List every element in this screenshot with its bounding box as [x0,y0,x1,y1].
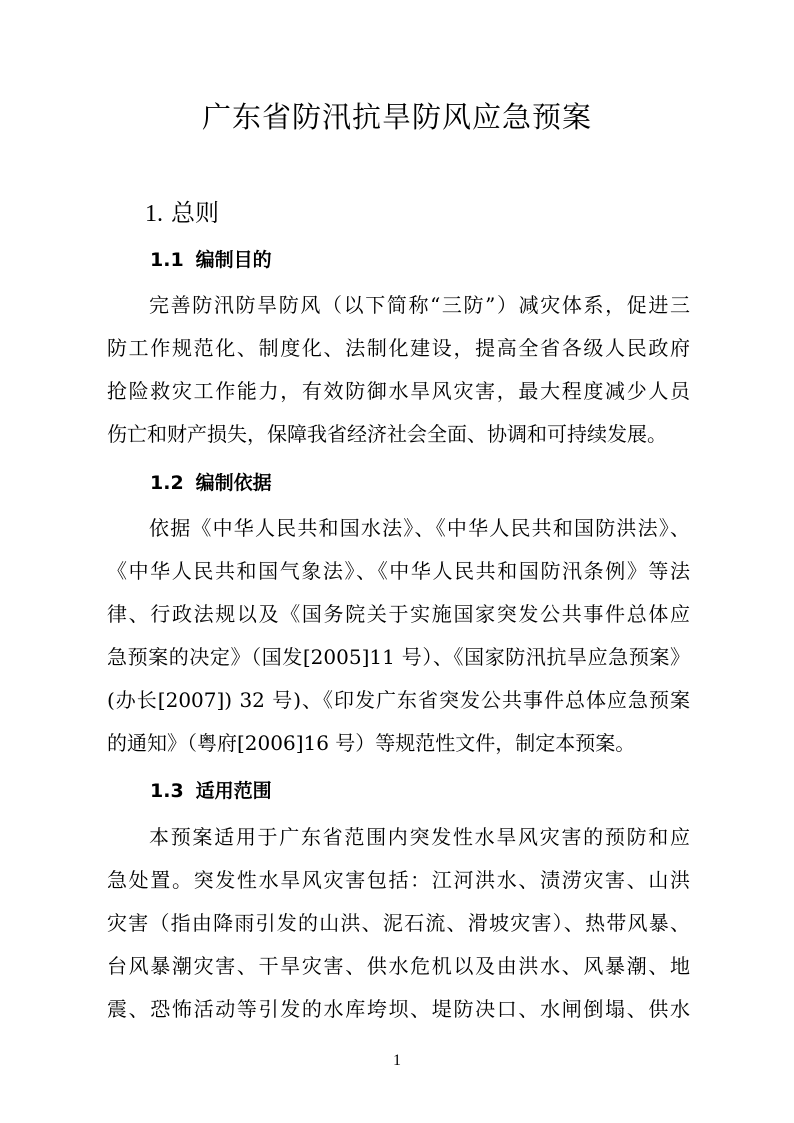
paragraph-line: 急预案的决定》（国发[2005]11 号）、《国家防汛抗旱应急预案》 [107,645,690,669]
section-number: 1. [145,201,163,227]
paragraph-basis [107,507,690,765]
subsection-heading-1-1 [150,245,272,272]
paragraph-line: 急处置。突发性水旱风灾害包括：江河洪水、渍涝灾害、山洪 [107,868,690,892]
paragraph-line: 完善防汛防旱防风（以下简称“三防”）减灾体系，促进三 [149,293,690,317]
paragraph-scope [107,816,690,1031]
subsection-number: 1.3 [150,780,184,802]
paragraph-line: 本预案适用于广东省范围内突发性水旱风灾害的预防和应 [149,825,690,849]
document-title: 广东省防汛抗旱防风应急预案 [201,100,592,134]
paragraph-line: 防工作规范化、制度化、法制化建设，提高全省各级人民政府 [107,336,690,360]
section-heading-1 [145,193,219,228]
paragraph-line: 的通知》（粤府[2006]16 号）等规范性文件，制定本预案。 [107,731,636,755]
subsection-title: 编制目的 [195,249,272,271]
subsection-number: 1.2 [150,472,184,494]
paragraph-line: 灾害（指由降雨引发的山洪、泥石流、滑坡灾害）、热带风暴、 [107,911,690,935]
paragraph-line: 伤亡和财产损失，保障我省经济社会全面、协调和可持续发展。 [107,422,667,446]
paragraph-line: (办长[2007]) 32 号)、《印发广东省突发公共事件总体应急预案 [107,688,690,712]
section-title: 总则 [171,199,219,227]
page-number: 1 [393,1052,401,1069]
paragraph-line: 《中华人民共和国气象法》、《中华人民共和国防汛条例》等法 [107,559,690,583]
subsection-heading-1-2 [150,468,272,495]
subsection-title: 适用范围 [195,780,272,802]
subsection-heading-1-3 [150,776,272,803]
paragraph-line: 律、行政法规以及《国务院关于实施国家突发公共事件总体应 [107,602,690,626]
paragraph-purpose [107,284,690,456]
subsection-number: 1.1 [150,249,184,271]
paragraph-line: 震、恐怖活动等引发的水库垮坝、堤防决口、水闸倒塌、供水 [107,997,690,1021]
subsection-title: 编制依据 [195,472,272,494]
paragraph-line: 依据《中华人民共和国水法》、《中华人民共和国防洪法》、 [149,516,690,540]
paragraph-line: 台风暴潮灾害、干旱灾害、供水危机以及由洪水、风暴潮、地 [107,954,690,978]
paragraph-line: 抢险救灾工作能力，有效防御水旱风灾害，最大程度减少人员 [107,379,690,403]
